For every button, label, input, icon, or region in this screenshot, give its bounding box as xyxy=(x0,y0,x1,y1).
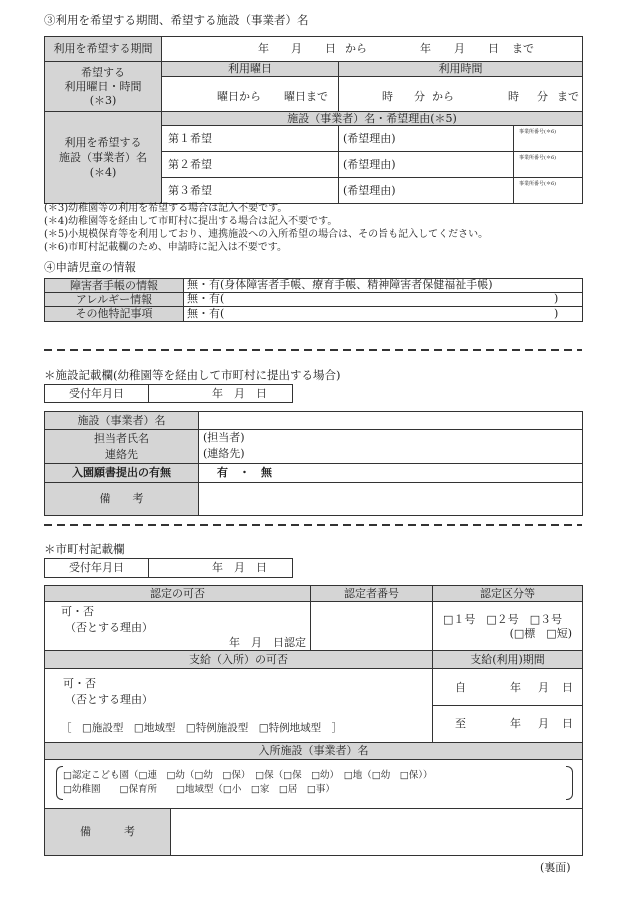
schedule-label-line: 希望する xyxy=(81,65,125,79)
choice-reason: (希望理由) xyxy=(343,158,396,171)
choice-name: 第２希望 xyxy=(168,158,212,171)
section-4-title: ④申請児童の情報 xyxy=(44,260,136,274)
certification-decision: 可・否 xyxy=(61,605,94,618)
allergy-label-cell xyxy=(44,292,184,307)
period-start-month: 月 xyxy=(291,42,302,55)
provision-to-month: 月 xyxy=(538,717,549,730)
facility-receipt-label: 受付年月日 xyxy=(69,386,124,400)
period-label-cell xyxy=(44,36,162,62)
cut-line xyxy=(44,524,582,526)
facility-receipt-label-cell xyxy=(44,384,149,403)
provision-from-day: 日 xyxy=(562,681,573,694)
other-notes-close-paren: ) xyxy=(554,307,559,320)
period-value-cell xyxy=(161,36,583,62)
municipal-receipt-date: 年 月 日 xyxy=(212,561,267,574)
provision-to-day: 日 xyxy=(562,717,573,730)
certification-date: 年 月 日認定 xyxy=(229,636,306,649)
certification-header-cell xyxy=(44,585,311,602)
schedule-label-cell xyxy=(44,61,162,112)
certifier-number-header-cell xyxy=(310,585,433,602)
disability-value: 無・有(身体障害者手帳、療育手帳、精神障害者保健福祉手帳) xyxy=(187,278,493,291)
application-value-cell xyxy=(198,463,583,483)
facility-remarks-label-cell xyxy=(44,482,199,516)
certifier-number-cell xyxy=(310,601,433,651)
period-start-year: 年 xyxy=(258,42,269,55)
note-6: (＊6)市町村記載欄のため、申請時に記入は不要です。 xyxy=(44,242,287,253)
category-header: 認定区分等 xyxy=(480,586,535,600)
application-label-cell xyxy=(44,463,199,483)
other-notes-label-cell xyxy=(44,306,184,322)
schedule-label-line: 利用曜日・時間 xyxy=(64,79,142,93)
provision-header-cell xyxy=(44,650,433,669)
period-label: 利用を希望する期間 xyxy=(53,42,153,55)
choice-office-cell xyxy=(513,177,583,204)
other-notes-label: その他特記事項 xyxy=(75,307,153,320)
municipal-remarks-value-cell xyxy=(170,808,583,856)
time-start-hour: 時 xyxy=(382,90,393,103)
facility-type-options: ［ □施設型 □地域型 □特例施設型 □特例地域型 ］ xyxy=(61,722,343,734)
admission-header: 入所施設（事業者）名 xyxy=(258,744,369,757)
time-from-word: から xyxy=(432,90,454,103)
provision-period-header-cell xyxy=(432,650,583,669)
facility-receipt-date: 年 月 日 xyxy=(212,387,267,400)
schedule-label-line: (＊3) xyxy=(89,93,117,107)
disability-label-cell xyxy=(44,278,184,293)
provision-from-label: 自 xyxy=(455,681,466,694)
certifier-number-header: 認定者番号 xyxy=(344,586,399,600)
provision-decision-cell xyxy=(44,668,433,743)
choice-office-number-label: 事業所番号(＊6) xyxy=(519,181,557,187)
provision-decision: 可・否 xyxy=(63,677,96,690)
time-start-minute: 分 xyxy=(414,90,425,103)
admission-options-line-2: □幼稚園 □保育所 □地域型（□小 □家 □居 □事） xyxy=(63,784,335,795)
admission-header-cell xyxy=(44,742,583,760)
provision-to-cell xyxy=(432,705,583,743)
category-header-cell xyxy=(432,585,583,602)
municipal-section-title: ＊市町村記載欄 xyxy=(44,542,125,556)
choice-name: 第３希望 xyxy=(168,184,212,197)
choice-name-cell xyxy=(161,177,339,204)
allergy-value-cell xyxy=(183,292,583,307)
choice-office-cell xyxy=(513,151,583,178)
period-from-word: から xyxy=(345,42,367,55)
facility-label-line: 利用を希望する xyxy=(64,136,142,149)
weekday-header: 利用曜日 xyxy=(228,62,272,75)
note-4: (＊4)幼稚園等を経由して市町村に提出する場合は記入不要です。 xyxy=(44,216,338,227)
provision-from-cell xyxy=(432,668,583,706)
choice-reason-cell xyxy=(338,151,514,178)
municipal-remarks-label-cell xyxy=(44,808,171,856)
certification-decision-cell xyxy=(44,601,311,651)
weekday-from: 曜日から xyxy=(217,90,261,103)
left-bracket xyxy=(56,766,63,800)
disability-value-cell xyxy=(183,278,583,293)
facility-header-cell xyxy=(161,111,583,126)
weekday-header-cell xyxy=(161,61,339,77)
allergy-label: アレルギー情報 xyxy=(75,292,153,306)
period-to-word: まで xyxy=(512,42,534,55)
provision-header: 支給（入所）の可否 xyxy=(189,652,288,666)
weekday-value-cell xyxy=(161,76,339,112)
contact-person-label: 担当者氏名 xyxy=(94,431,149,445)
choice-reason-cell xyxy=(338,125,514,152)
choice-office-cell xyxy=(513,125,583,152)
other-notes-value-cell xyxy=(183,306,583,322)
contact-person-value: (担当者) xyxy=(203,431,245,444)
disability-label: 障害者手帳の情報 xyxy=(70,278,158,292)
facility-section-title: ＊施設記載欄(幼稚園等を経由して市町村に提出する場合) xyxy=(44,368,341,382)
time-header-cell xyxy=(338,61,583,77)
municipal-remarks-label: 備 考 xyxy=(80,825,135,838)
facility-name-label: 施設（事業者）名 xyxy=(77,413,166,427)
period-end-year: 年 xyxy=(420,42,431,55)
period-start-day: 日 xyxy=(325,42,336,55)
section-3-title: ③利用を希望する期間、希望する施設（事業者）名 xyxy=(44,13,309,27)
time-end-minute: 分 xyxy=(537,90,548,103)
choice-name-cell xyxy=(161,151,339,178)
provision-from-year: 年 xyxy=(510,681,521,694)
contact-info-value: (連絡先) xyxy=(203,447,245,460)
category-cell xyxy=(432,601,583,651)
admission-options-cell xyxy=(44,759,583,809)
facility-name-label-cell xyxy=(44,411,199,430)
facility-header: 施設（事業者）名・希望理由(＊5) xyxy=(287,111,457,125)
subcategory-options: (□標 □短) xyxy=(509,627,572,640)
cut-line xyxy=(44,349,582,351)
choice-reason-cell xyxy=(338,177,514,204)
provision-reason: （否とする理由） xyxy=(65,693,153,706)
time-value-cell xyxy=(338,76,583,112)
back-side-label: (裏面) xyxy=(540,861,571,874)
provision-period-header: 支給(利用)期間 xyxy=(470,652,545,666)
choice-office-number-label: 事業所番号(＊6) xyxy=(519,129,557,135)
category-options: □１号 □２号 □３号 xyxy=(443,613,563,626)
contact-value-cell xyxy=(198,429,583,464)
contact-info-label: 連絡先 xyxy=(105,447,138,461)
application-value: 有 ・ 無 xyxy=(217,466,272,479)
time-end-hour: 時 xyxy=(508,90,519,103)
choice-name-cell xyxy=(161,125,339,152)
other-notes-value: 無・有( xyxy=(187,307,225,320)
admission-options-line-1: □認定こども園（□連 □幼（□幼 □保） □保（□保 □幼） □地（□幼 □保）） xyxy=(63,770,433,781)
provision-to-year: 年 xyxy=(510,717,521,730)
choice-name: 第１希望 xyxy=(168,132,212,145)
facility-remarks-label: 備 考 xyxy=(99,492,144,505)
right-bracket xyxy=(566,766,573,800)
facility-name-value-cell xyxy=(198,411,583,430)
facility-label-line: 施設（事業者）名 xyxy=(59,151,147,164)
facility-receipt-value-cell xyxy=(148,384,293,403)
municipal-receipt-value-cell xyxy=(148,558,293,578)
choice-reason: (希望理由) xyxy=(343,132,396,145)
period-end-month: 月 xyxy=(454,42,465,55)
choice-reason: (希望理由) xyxy=(343,184,396,197)
contact-label-cell xyxy=(44,429,199,464)
choice-office-number-label: 事業所番号(＊6) xyxy=(519,155,557,161)
allergy-value: 無・有( xyxy=(187,292,225,305)
time-to-word: まで xyxy=(557,90,579,103)
facility-label-cell xyxy=(44,111,162,204)
time-header: 利用時間 xyxy=(438,62,483,75)
period-end-day: 日 xyxy=(488,42,499,55)
weekday-to: 曜日まで xyxy=(284,90,328,103)
municipal-receipt-label: 受付年月日 xyxy=(69,561,124,574)
municipal-receipt-label-cell xyxy=(44,558,149,578)
facility-remarks-value-cell xyxy=(198,482,583,516)
certification-reason: （否とする理由） xyxy=(65,621,153,634)
certification-header: 認定の可否 xyxy=(150,586,205,600)
allergy-close-paren: ) xyxy=(554,292,559,305)
application-label: 入園願書提出の有無 xyxy=(72,466,171,479)
facility-label-line: (＊4) xyxy=(89,166,117,179)
provision-to-label: 至 xyxy=(455,717,466,730)
note-5: (＊5)小規模保育等を利用しており、連携施設への入所希望の場合は、その旨も記入してください。 xyxy=(44,229,489,240)
provision-from-month: 月 xyxy=(538,681,549,694)
note-3: (＊3)幼稚園等の利用を希望する場合は記入不要です。 xyxy=(44,203,288,214)
